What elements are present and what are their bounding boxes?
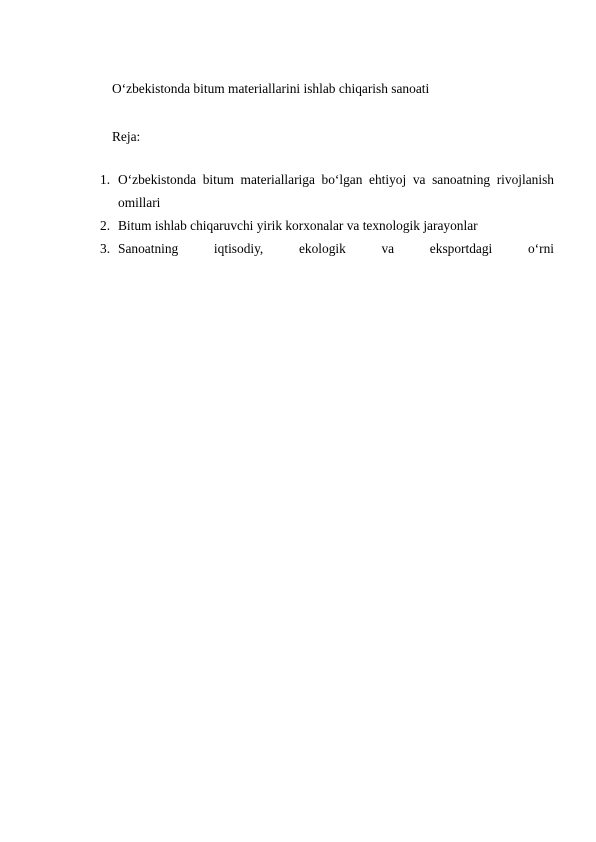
plan-item-3 [96,237,554,260]
plan-label: Reja: [112,129,141,144]
plan-item-number: 2. [100,218,111,233]
plan-item-text: Sanoatning iqtisodiy, ekologik va eksportdagi o‘rni [118,241,554,256]
plan-list [96,168,554,260]
plan-item-number: 1. [100,172,111,187]
plan-item-number: 3. [100,241,111,256]
plan-item-2 [96,214,554,237]
plan-item-text: O‘zbekistonda bitum materiallariga bo‘lgan ehtiyoj va sanoatning rivojlanish omillari [118,172,554,210]
document-title: O‘zbekistonda bitum materiallarini ishlab chiqarish sanoati [112,81,430,96]
plan-item-text: Bitum ishlab chiqaruvchi yirik korxonalar va texnologik jarayonlar [118,218,478,233]
plan-item-1 [96,168,554,214]
